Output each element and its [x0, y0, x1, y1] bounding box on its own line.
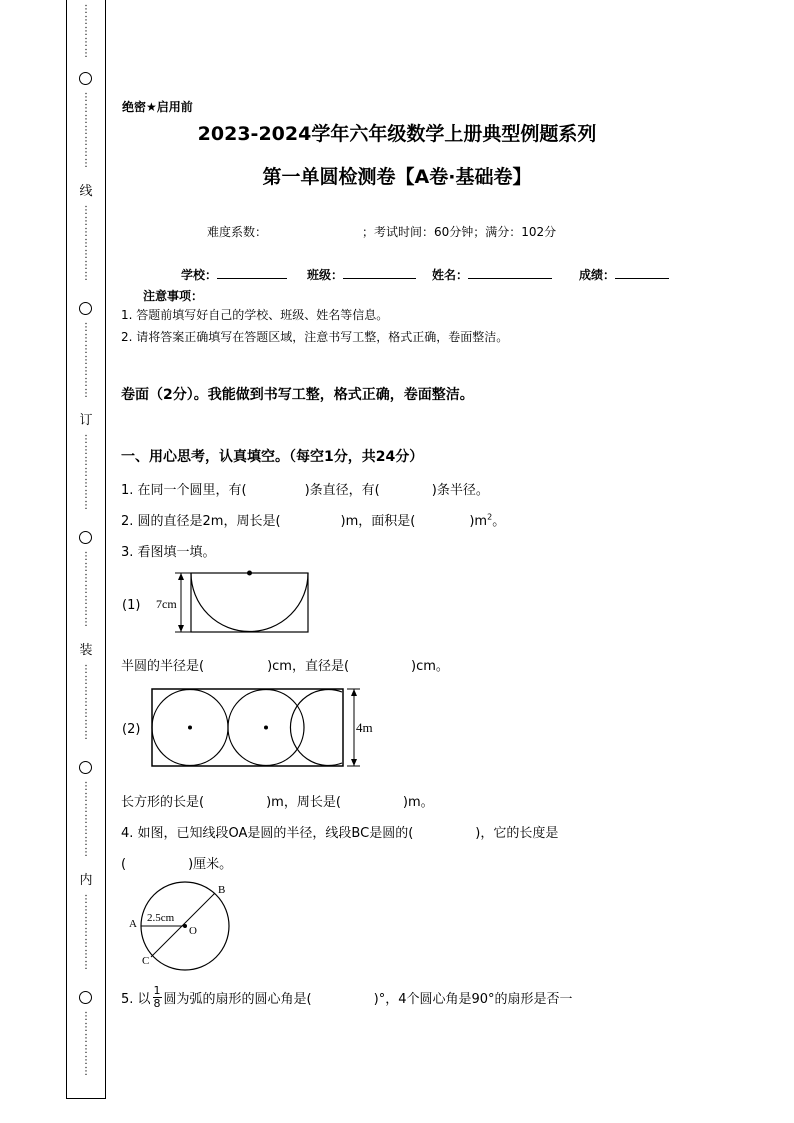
circle-mark: [79, 72, 92, 85]
score-label: 成绩：: [579, 268, 616, 282]
q3-1-text-a: 半圆的半径是(: [121, 659, 205, 674]
dotted-line: ⋮ ⋮ ⋮ ⋮ ⋮ ⋮ ⋮: [81, 322, 91, 399]
q1-text-c: )条半径。: [431, 483, 489, 498]
dotted-line: ⋮ ⋮ ⋮ ⋮ ⋮ ⋮ ⋮: [81, 894, 91, 971]
circle-mark: [79, 531, 92, 544]
class-blank[interactable]: [343, 265, 416, 279]
figure-3-label-a: A: [129, 918, 137, 930]
dotted-line: ⋮ ⋮ ⋮ ⋮ ⋮ ⋮ ⋮: [81, 664, 91, 741]
score-blank[interactable]: [615, 265, 669, 279]
q4-text-c: (: [121, 857, 127, 872]
q3-2-text-a: 长方形的长是(: [121, 795, 205, 810]
binding-char-xian: 线: [79, 184, 93, 199]
school-label: 学校：: [181, 268, 218, 282]
difficulty-label: 难度系数：: [207, 225, 268, 239]
q4-text-d: )厘米。: [188, 857, 233, 872]
exam-time-label: ；考试时间：60分钟；满分：102分: [362, 225, 557, 239]
notes-heading: 注意事项：: [143, 289, 204, 303]
q3-1-text-b: )cm，直径是(: [267, 659, 350, 674]
dotted-line: ⋮ ⋮ ⋮ ⋮ ⋮: [81, 4, 91, 59]
page-subtitle: 第一单圆检测卷【A卷·基础卷】: [262, 166, 532, 188]
name-label: 姓名：: [432, 268, 469, 282]
figure-2-label: (2): [122, 722, 141, 737]
q5-text-c: )°，4个圆心角是90°的扇形是否一: [373, 992, 573, 1007]
figure-3-label-o: O: [189, 925, 197, 937]
q4-text-b: )，它的长度是: [475, 826, 559, 841]
class-label: 班级：: [307, 268, 344, 282]
binding-char-zhuang: 装: [79, 643, 93, 658]
q4-text-a: 4. 如图，已知线段OA是圆的半径，线段BC是圆的(: [121, 826, 414, 841]
question-4-cont: [121, 853, 232, 872]
q1-text-b: )条直径，有(: [304, 483, 380, 498]
school-field[interactable]: [181, 265, 287, 283]
figure-1-dimension: 7cm: [156, 597, 177, 611]
binding-char-ding: 订: [79, 413, 93, 428]
circle-mark: [79, 991, 92, 1004]
q2-text-a: 2. 圆的直径是2m，周长是(: [121, 514, 281, 529]
circle-mark: [79, 761, 92, 774]
q3-1-text-c: )cm。: [411, 659, 449, 674]
dotted-line: ⋮ ⋮ ⋮ ⋮ ⋮ ⋮ ⋮: [81, 434, 91, 511]
question-3-2: [121, 791, 434, 810]
q5-text-b: 圆为弧的扇形的圆心角是(: [163, 992, 312, 1007]
q2-text-d: 。: [492, 514, 506, 529]
class-field[interactable]: [307, 265, 416, 283]
circle-mark: [79, 302, 92, 315]
question-4: [121, 822, 558, 841]
question-2: [121, 510, 505, 529]
figure-3-dimension: 2.5cm: [147, 912, 175, 924]
q2-text-b: )m，面积是(: [340, 514, 416, 529]
q5-text-a: 5. 以: [121, 992, 151, 1007]
figure-2-dimension: 4m: [356, 720, 373, 735]
q3-2-text-b: )m，周长是(: [266, 795, 341, 810]
fraction-numerator: 1: [153, 984, 161, 997]
fraction-one-eighth: [153, 985, 162, 1010]
note-1: 1. 答题前填写好自己的学校、班级、姓名等信息。: [121, 308, 389, 322]
note-2: 2. 请将答案正确填写在答题区域，注意书写工整，格式正确，卷面整洁。: [121, 330, 509, 344]
figure-3-label-b: B: [218, 884, 226, 896]
page-title: 2023-2024学年六年级数学上册典型例题系列: [197, 123, 597, 145]
question-5: [121, 985, 573, 1010]
dotted-line: ⋮ ⋮ ⋮ ⋮ ⋮ ⋮ ⋮: [81, 205, 91, 282]
dotted-line: ⋮ ⋮ ⋮ ⋮ ⋮ ⋮: [81, 1011, 91, 1077]
name-blank[interactable]: [468, 265, 552, 279]
figure-3-label-c: C: [142, 955, 150, 967]
q1-text-a: 1. 在同一个圆里，有(: [121, 483, 247, 498]
q3-2-text-c: )m。: [402, 795, 434, 810]
question-1: [121, 479, 489, 498]
section-1-heading: 一、用心思考，认真填空。（每空1分，共24分）: [121, 449, 424, 465]
question-3: 3. 看图填一填。: [121, 545, 216, 560]
page-face-note: 卷面（2分）。我能做到书写工整，格式正确，卷面整洁。: [121, 387, 474, 403]
score-field[interactable]: [579, 265, 669, 283]
school-blank[interactable]: [217, 265, 287, 279]
dotted-line: ⋮ ⋮ ⋮ ⋮ ⋮ ⋮ ⋮: [81, 551, 91, 628]
name-field[interactable]: [432, 265, 552, 283]
question-3-1: [121, 655, 449, 674]
figure-2-circles: [148, 686, 364, 770]
fraction-denominator: 8: [153, 997, 161, 1010]
dotted-line: ⋮ ⋮ ⋮ ⋮ ⋮ ⋮ ⋮: [81, 781, 91, 858]
dotted-line: ⋮ ⋮ ⋮ ⋮ ⋮ ⋮ ⋮: [81, 92, 91, 169]
q2-text-c: )m: [469, 514, 488, 529]
q2-superscript: 2: [487, 512, 493, 522]
binding-char-nei: 内: [79, 873, 93, 888]
secret-label: 绝密★启用前: [122, 100, 193, 114]
figure-1-label: (1): [122, 598, 141, 613]
